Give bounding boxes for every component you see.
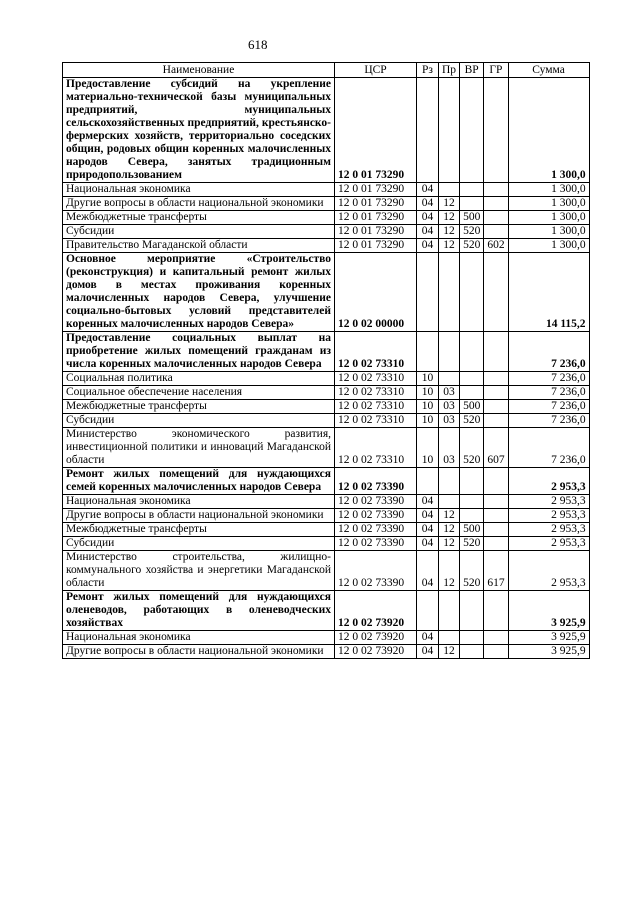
cell-pr: 12 [439,523,460,537]
cell-rz: 04 [417,211,439,225]
cell-rz: 04 [417,239,439,253]
cell-pr: 12 [439,645,460,659]
cell-sum: 3 925,9 [508,631,589,645]
cell-vr: 520 [460,414,484,428]
cell-name: Другие вопросы в области национальной экономики [63,645,335,659]
page-number: 618 [248,37,268,52]
cell-sum: 1 300,0 [508,239,589,253]
cell-vr [460,197,484,211]
cell-csr: 12 0 02 73310 [335,414,417,428]
cell-name: Другие вопросы в области национальной экономики [63,509,335,523]
cell-csr: 12 0 02 73920 [335,591,417,631]
cell-csr: 12 0 02 73310 [335,332,417,372]
cell-sum: 2 953,3 [508,495,589,509]
cell-rz [417,78,439,183]
cell-sum: 3 925,9 [508,591,589,631]
cell-sum: 7 236,0 [508,332,589,372]
cell-vr [460,495,484,509]
cell-vr [460,78,484,183]
cell-csr: 12 0 02 73390 [335,523,417,537]
table-row [63,253,590,332]
header-pr: Пр [439,63,460,78]
cell-pr [439,631,460,645]
cell-pr [439,495,460,509]
cell-rz: 10 [417,414,439,428]
cell-sum: 2 953,3 [508,523,589,537]
table-row [63,428,590,468]
cell-vr [460,645,484,659]
cell-csr: 12 0 02 73390 [335,509,417,523]
table-row [63,197,590,211]
cell-pr [439,78,460,183]
cell-rz: 10 [417,400,439,414]
cell-sum: 2 953,3 [508,468,589,495]
cell-gr [484,400,508,414]
header-name: Наименование [63,63,335,78]
cell-gr [484,78,508,183]
table-row [63,495,590,509]
cell-vr [460,253,484,332]
cell-sum: 2 953,3 [508,537,589,551]
cell-gr [484,414,508,428]
cell-vr: 520 [460,551,484,591]
cell-csr: 12 0 01 73290 [335,239,417,253]
cell-csr: 12 0 01 73290 [335,78,417,183]
cell-pr: 03 [439,386,460,400]
cell-gr [484,386,508,400]
cell-vr [460,372,484,386]
cell-name: Субсидии [63,225,335,239]
header-vr: ВР [460,63,484,78]
cell-gr [484,332,508,372]
cell-rz [417,591,439,631]
cell-gr [484,225,508,239]
cell-csr: 12 0 02 73310 [335,400,417,414]
cell-gr [484,523,508,537]
cell-rz [417,253,439,332]
cell-sum: 1 300,0 [508,225,589,239]
cell-sum: 7 236,0 [508,400,589,414]
cell-name: Социальная политика [63,372,335,386]
table-row [63,414,590,428]
table-row [63,332,590,372]
cell-gr [484,183,508,197]
cell-sum: 1 300,0 [508,197,589,211]
cell-rz: 10 [417,386,439,400]
cell-rz: 04 [417,551,439,591]
cell-pr: 12 [439,225,460,239]
table-row [63,537,590,551]
cell-pr: 12 [439,509,460,523]
cell-rz [417,468,439,495]
cell-vr [460,332,484,372]
cell-name: Межбюджетные трансферты [63,211,335,225]
header-gr: ГР [484,63,508,78]
cell-sum: 1 300,0 [508,78,589,183]
table-row [63,239,590,253]
cell-rz: 04 [417,523,439,537]
cell-name: Субсидии [63,414,335,428]
cell-gr [484,211,508,225]
cell-csr: 12 0 01 73290 [335,211,417,225]
cell-rz: 10 [417,372,439,386]
cell-pr: 12 [439,197,460,211]
cell-name: Другие вопросы в области национальной экономики [63,197,335,211]
cell-gr [484,537,508,551]
table-row [63,372,590,386]
table-row [63,78,590,183]
header-rz: Рз [417,63,439,78]
cell-vr [460,386,484,400]
cell-vr: 520 [460,428,484,468]
cell-csr: 12 0 02 00000 [335,253,417,332]
cell-rz: 04 [417,197,439,211]
cell-pr [439,468,460,495]
table-header-row [63,63,590,78]
cell-name: Правительство Магаданской области [63,239,335,253]
cell-vr: 500 [460,211,484,225]
budget-table [62,62,590,659]
cell-sum: 7 236,0 [508,414,589,428]
cell-pr [439,253,460,332]
cell-vr [460,183,484,197]
cell-gr [484,591,508,631]
cell-csr: 12 0 02 73310 [335,372,417,386]
cell-pr [439,591,460,631]
cell-csr: 12 0 01 73290 [335,183,417,197]
cell-gr: 607 [484,428,508,468]
cell-gr [484,253,508,332]
table-row [63,551,590,591]
cell-sum: 2 953,3 [508,509,589,523]
cell-pr [439,332,460,372]
table-row [63,509,590,523]
cell-gr [484,468,508,495]
cell-pr [439,372,460,386]
cell-pr: 12 [439,537,460,551]
table-row [63,468,590,495]
cell-csr: 12 0 02 73390 [335,468,417,495]
cell-csr: 12 0 02 73310 [335,428,417,468]
cell-name: Предоставление субсидий на укрепление материально-технической базы муниципальных предприятий, муниципальных сельскохозяйственных предприятий, крестьянско-фермерских хозяйств, территориально соседских общин, родовых общин коренных малочисленных народов Севера, занятых традиционным природопользованием [63,78,335,183]
cell-rz: 04 [417,509,439,523]
cell-csr: 12 0 02 73310 [335,386,417,400]
cell-name: Национальная экономика [63,495,335,509]
cell-pr: 03 [439,414,460,428]
cell-rz: 04 [417,631,439,645]
header-sum: Сумма [508,63,589,78]
cell-gr [484,197,508,211]
cell-csr: 12 0 02 73390 [335,551,417,591]
cell-name: Социальное обеспечение населения [63,386,335,400]
cell-pr: 03 [439,428,460,468]
table-row [63,591,590,631]
cell-sum: 14 115,2 [508,253,589,332]
cell-name: Основное мероприятие «Строительство (реконструкция) и капитальный ремонт жилых домов в местах проживания коренных малочисленных народов Севера, улучшение социально-бытовых условий представителей коренных малочисленных народов Севера» [63,253,335,332]
cell-gr [484,631,508,645]
table-row [63,523,590,537]
cell-rz: 04 [417,645,439,659]
cell-pr: 03 [439,400,460,414]
cell-csr: 12 0 02 73390 [335,495,417,509]
cell-gr: 617 [484,551,508,591]
table-row [63,211,590,225]
table-row [63,645,590,659]
cell-sum: 2 953,3 [508,551,589,591]
table-row [63,183,590,197]
cell-rz: 04 [417,225,439,239]
cell-rz: 04 [417,183,439,197]
cell-vr: 520 [460,537,484,551]
cell-csr: 12 0 01 73290 [335,197,417,211]
cell-csr: 12 0 02 73390 [335,537,417,551]
cell-name: Предоставление социальных выплат на приобретение жилых помещений гражданам из числа коренных малочисленных народов Севера [63,332,335,372]
cell-rz: 04 [417,537,439,551]
cell-vr [460,468,484,495]
cell-vr [460,591,484,631]
header-csr: ЦСР [335,63,417,78]
cell-csr: 12 0 02 73920 [335,645,417,659]
table-row [63,225,590,239]
cell-sum: 7 236,0 [508,386,589,400]
cell-csr: 12 0 01 73290 [335,225,417,239]
cell-rz [417,332,439,372]
cell-gr [484,645,508,659]
cell-pr: 12 [439,211,460,225]
cell-vr [460,509,484,523]
cell-name: Межбюджетные трансферты [63,400,335,414]
cell-sum: 1 300,0 [508,183,589,197]
cell-csr: 12 0 02 73920 [335,631,417,645]
cell-gr: 602 [484,239,508,253]
cell-gr [484,372,508,386]
cell-name: Межбюджетные трансферты [63,523,335,537]
cell-name: Национальная экономика [63,631,335,645]
cell-pr: 12 [439,239,460,253]
cell-sum: 3 925,9 [508,645,589,659]
table-row [63,400,590,414]
cell-gr [484,495,508,509]
cell-name: Министерство экономического развития, инвестиционной политики и инноваций Магаданской области [63,428,335,468]
cell-gr [484,509,508,523]
cell-sum: 1 300,0 [508,211,589,225]
cell-rz: 04 [417,495,439,509]
cell-rz: 10 [417,428,439,468]
cell-vr: 520 [460,225,484,239]
cell-name: Ремонт жилых помещений для нуждающихся семей коренных малочисленных народов Севера [63,468,335,495]
cell-name: Субсидии [63,537,335,551]
cell-vr: 520 [460,239,484,253]
cell-vr [460,631,484,645]
cell-sum: 7 236,0 [508,372,589,386]
table-row [63,631,590,645]
cell-name: Ремонт жилых помещений для нуждающихся оленеводов, работающих в оленеводческих хозяйствах [63,591,335,631]
table-row [63,386,590,400]
cell-pr: 12 [439,551,460,591]
cell-name: Национальная экономика [63,183,335,197]
cell-name: Министерство строительства, жилищно-коммунального хозяйства и энергетики Магаданской области [63,551,335,591]
cell-pr [439,183,460,197]
cell-sum: 7 236,0 [508,428,589,468]
cell-vr: 500 [460,523,484,537]
cell-vr: 500 [460,400,484,414]
